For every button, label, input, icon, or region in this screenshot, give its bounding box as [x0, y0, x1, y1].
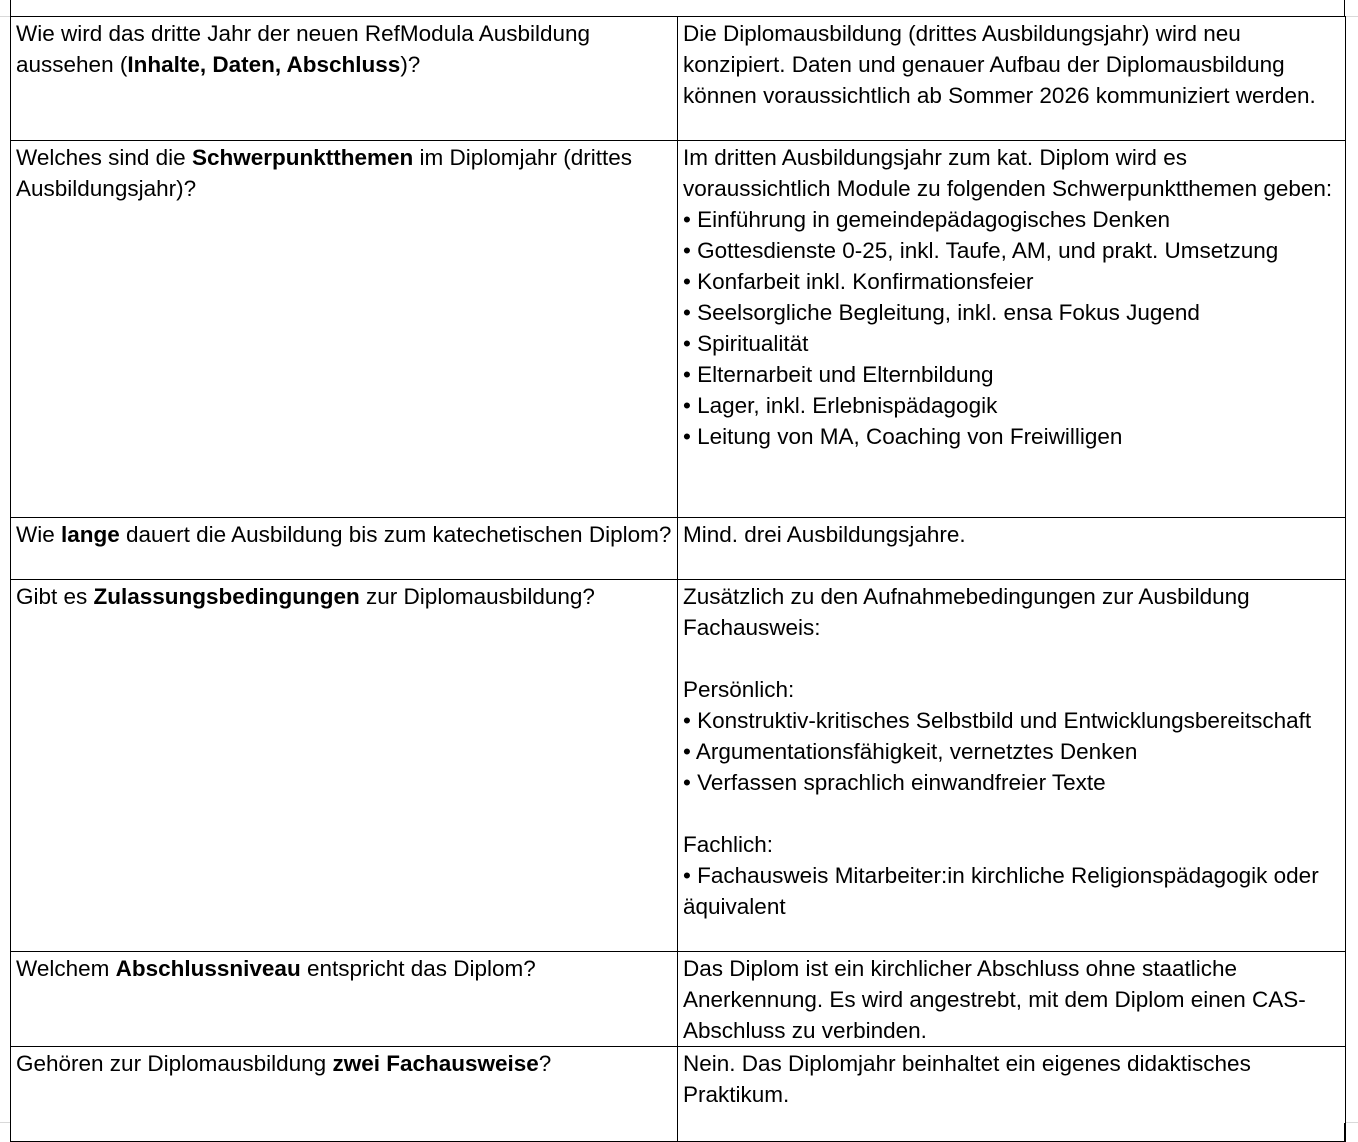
- question-text: Gibt es: [16, 584, 94, 609]
- question-text: Gehören zur Diplomausbildung: [16, 1051, 333, 1076]
- question-text: Welches sind die: [16, 145, 192, 170]
- question-text-end: im Diplomjahr (drittes Ausbildungsjahr)?: [16, 145, 633, 201]
- question-bold: Inhalte, Daten, Abschluss: [127, 52, 401, 77]
- bullet-item: • Einführung in gemeindepädagogisches Denken: [683, 207, 1170, 232]
- answer-cell[interactable]: [678, 1047, 1346, 1142]
- bullet-item: • Konfarbeit inkl. Konfirmationsfeier: [683, 269, 1034, 294]
- table-row: [11, 141, 1346, 518]
- bullet-item: • Konstruktiv-kritisches Selbstbild und Entwicklungsbereitschaft: [683, 708, 1312, 733]
- answer-line: Nein. Das Diplomjahr beinhaltet ein eigenes didaktisches Praktikum.: [683, 1051, 1251, 1107]
- table-row: [11, 17, 1346, 141]
- bullet-item: • Fachausweis Mitarbeiter:in kirchliche Religionspädagogik oder äquivalent: [683, 863, 1319, 919]
- answer-line: Die Diplomausbildung (drittes Ausbildungsjahr) wird neu konzipiert. Daten und genauer Aufbau der Diplomausbildung können voraussichtlich ab Sommer 2026 kommuniziert werden.: [683, 21, 1316, 108]
- question-text-end: )?: [400, 52, 421, 77]
- blank-line: [683, 1110, 1340, 1141]
- gridline: [1345, 16, 1358, 17]
- question-bold: Abschlussniveau: [115, 956, 301, 981]
- gridline: [0, 1122, 10, 1123]
- question-cell[interactable]: [11, 952, 678, 1047]
- table-row: [11, 580, 1346, 952]
- question-cell[interactable]: [11, 580, 678, 952]
- bullet-item: • Verfassen sprachlich einwandfreier Texte: [683, 770, 1106, 795]
- blank-line: [683, 452, 1340, 483]
- gridline: [1345, 1122, 1358, 1123]
- answer-line: Fachlich:: [683, 832, 774, 857]
- table-row: [11, 1047, 1346, 1142]
- answer-cell[interactable]: [678, 141, 1346, 518]
- question-text: Wie: [16, 522, 61, 547]
- question-cell[interactable]: [11, 518, 678, 580]
- question-text-end: dauert die Ausbildung bis zum katechetischen Diplom?: [119, 522, 672, 547]
- question-text: Wie wird das dritte Jahr der neuen RefModula Ausbildung aussehen (: [16, 21, 591, 77]
- bullet-item: • Lager, inkl. Erlebnispädagogik: [683, 393, 998, 418]
- answer-line: Persönlich:: [683, 677, 795, 702]
- bullet-item: • Spiritualität: [683, 331, 809, 356]
- bullet-item: • Seelsorgliche Begleitung, inkl. ensa Fokus Jugend: [683, 300, 1200, 325]
- bullet-item: • Gottesdienste 0-25, inkl. Taufe, AM, und prakt. Umsetzung: [683, 238, 1279, 263]
- question-cell[interactable]: [11, 17, 678, 141]
- answer-line: Zusätzlich zu den Aufnahmebedingungen zur Ausbildung Fachausweis:: [683, 584, 1250, 640]
- answer-line: Mind. drei Ausbildungsjahre.: [683, 522, 966, 547]
- faq-table: [10, 16, 1346, 1142]
- blank-line: [683, 798, 1340, 829]
- question-text-end: ?: [538, 1051, 552, 1076]
- question-bold: Zulassungsbedingungen: [93, 584, 360, 609]
- gridline: [0, 16, 10, 17]
- answer-cell[interactable]: [678, 952, 1346, 1047]
- question-cell[interactable]: [11, 141, 678, 518]
- answer-line: Im dritten Ausbildungsjahr zum kat. Diplom wird es voraussichtlich Module zu folgenden Schwerpunktthemen geben:: [683, 145, 1333, 201]
- blank-line: [683, 643, 1340, 674]
- question-cell[interactable]: [11, 1047, 678, 1142]
- gridline: [10, 0, 11, 16]
- bullet-item: • Argumentationsfähigkeit, vernetztes Denken: [683, 739, 1138, 764]
- bullet-item: • Leitung von MA, Coaching von Freiwilligen: [683, 424, 1123, 449]
- question-text-end: entspricht das Diplom?: [300, 956, 536, 981]
- question-bold: lange: [61, 522, 120, 547]
- answer-cell[interactable]: [678, 580, 1346, 952]
- question-text-end: zur Diplomausbildung?: [359, 584, 595, 609]
- question-text: Welchem: [16, 956, 116, 981]
- answer-cell[interactable]: [678, 518, 1346, 580]
- table-row: [11, 518, 1346, 580]
- answer-line: Das Diplom ist ein kirchlicher Abschluss ohne staatliche Anerkennung. Es wird angestrebt, mit dem Diplom einen CAS-Abschluss zu verbinden.: [683, 956, 1306, 1043]
- table-row: [11, 952, 1346, 1047]
- question-bold: Schwerpunktthemen: [191, 145, 414, 170]
- answer-cell[interactable]: [678, 17, 1346, 141]
- gridline: [1344, 0, 1345, 16]
- bullet-item: • Elternarbeit und Elternbildung: [683, 362, 994, 387]
- question-bold: zwei Fachausweise: [332, 1051, 539, 1076]
